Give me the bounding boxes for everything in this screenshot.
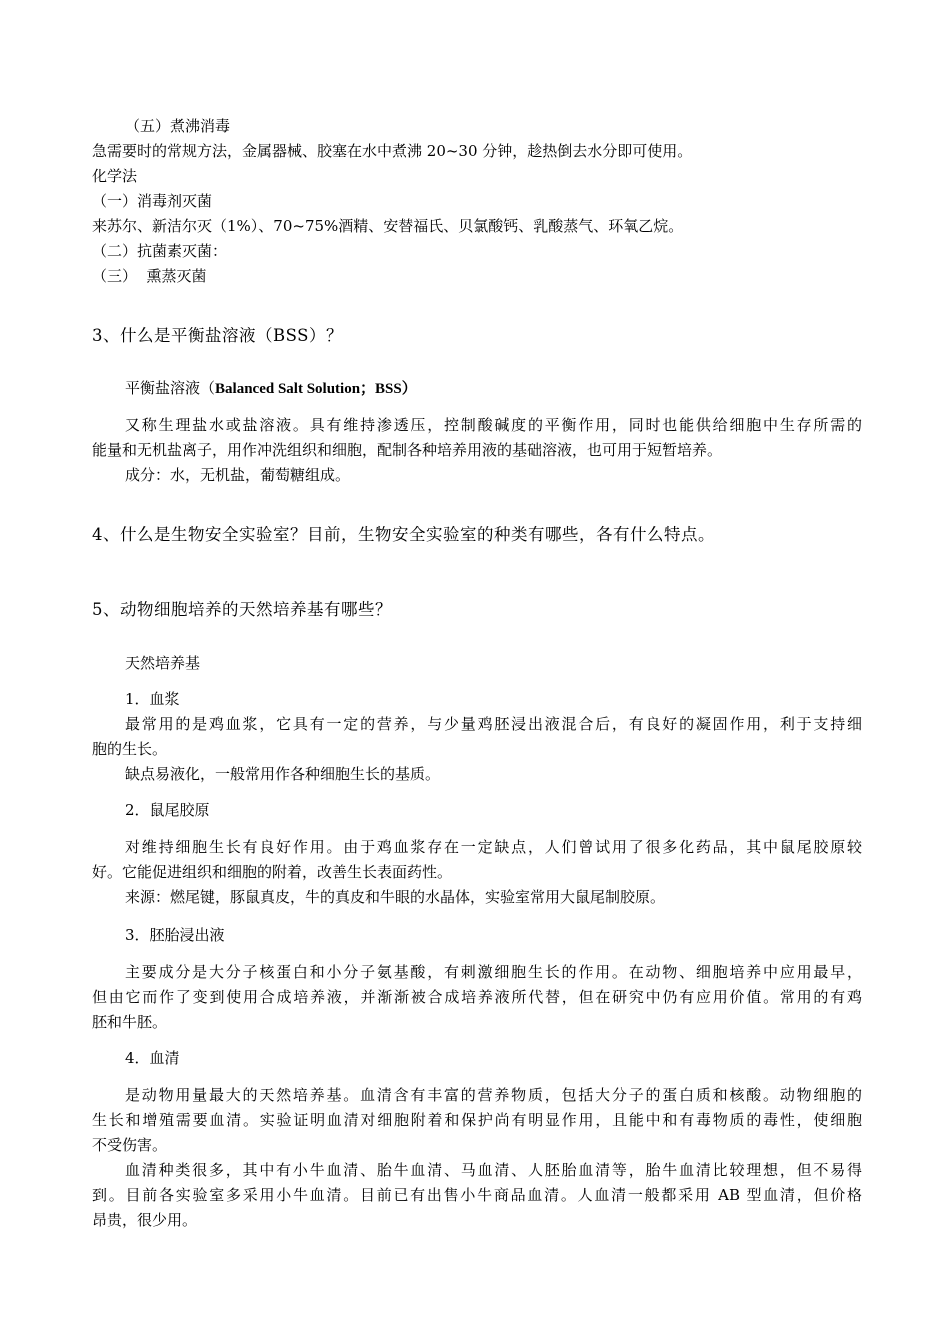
- plasma-line3: 缺点易液化，一般常用作各种细胞生长的基质。: [125, 765, 441, 783]
- bss-term: [125, 378, 862, 399]
- bss-term-english: Balanced Salt Solution；BSS: [215, 381, 402, 397]
- chemical-sub2: （二）抗菌素灭菌：: [92, 242, 228, 260]
- embryo-line1: 主要成分是大分子核蛋白和小分子氨基酸，有刺激细胞生长的作用。在动物、细胞培养中应用最早，: [125, 963, 862, 981]
- collagen-line2: 好。它能促进组织和细胞的附着，改善生长表面药性。: [92, 863, 453, 881]
- question-4: 4、什么是生物安全实验室？目前，生物安全实验室的种类有哪些，各有什么特点。: [92, 525, 715, 544]
- serum-line5: 到。目前各实验室多采用小牛血清。目前已有出售小牛商品血清。人血清一般都采用 AB 型血清，但价格: [92, 1186, 862, 1204]
- plasma-line2: 胞的生长。: [92, 740, 168, 758]
- boiling-text: 急需要时的常规方法，金属器械、胶塞在水中煮沸 20~30 分钟，趁热倒去水分即可使用。: [92, 142, 693, 160]
- collagen-line3: 来源：燃尾键，豚鼠真皮，牛的真皮和牛眼的水晶体，实验室常用大鼠尾制胶原。: [125, 888, 666, 906]
- serum-line3: 不受伤害。: [92, 1136, 168, 1154]
- bss-term-suffix: ）: [401, 381, 417, 397]
- chemical-heading: 化学法: [92, 167, 138, 185]
- chemical-sub1: （一）消毒剂灭菌: [92, 192, 213, 210]
- serum-heading: 4．血清: [125, 1049, 180, 1067]
- plasma-heading: 1．血浆: [125, 690, 180, 708]
- collagen-line1: 对维持细胞生长有良好作用。由于鸡血浆存在一定缺点，人们曾试用了很多化药品，其中鼠尾胶原较: [125, 838, 862, 856]
- question-3: 3、什么是平衡盐溶液（BSS）？: [92, 326, 343, 345]
- boiling-heading: （五）煮沸消毒: [125, 117, 231, 135]
- chemical-agents: 来苏尔、新洁尔灭（1%）、70~75%酒精、安替福氏、贝氯酸钙、乳酸蒸气、环氧乙烷。: [92, 217, 684, 235]
- chemical-sub3: （三） 熏蒸灭菌: [92, 267, 207, 285]
- serum-line1: 是动物用量最大的天然培养基。血清含有丰富的营养物质，包括大分子的蛋白质和核酸。动物细胞的: [125, 1086, 862, 1104]
- collagen-heading: 2．鼠尾胶原: [125, 801, 210, 819]
- embryo-line3: 胚和牛胚。: [92, 1013, 168, 1031]
- plasma-line1: 最常用的是鸡血浆，它具有一定的营养，与少量鸡胚浸出液混合后，有良好的凝固作用，利于支持细: [125, 715, 862, 733]
- serum-line2: 生长和增殖需要血清。实验证明血清对细胞附着和保护尚有明显作用，且能中和有毒物质的毒性，使细胞: [92, 1111, 862, 1129]
- embryo-line2: 但由它而作了变到使用合成培养液，并渐渐被合成培养液所代替，但在研究中仍有应用价值。常用的有鸡: [92, 988, 862, 1006]
- bss-composition: 成分：水，无机盐，葡萄糖组成。: [125, 466, 351, 484]
- serum-line6: 昂贵，很少用。: [92, 1211, 198, 1229]
- bss-def-line1: 又称生理盐水或盐溶液。具有维持渗透压，控制酸碱度的平衡作用，同时也能供给细胞中生存所需的: [125, 416, 862, 434]
- bss-def-line2: 能量和无机盐离子，用作冲洗组织和细胞，配制各种培养用液的基础溶液，也可用于短暂培养。: [92, 441, 723, 459]
- natural-media-intro: 天然培养基: [125, 654, 201, 672]
- embryo-heading: 3．胚胎浸出液: [125, 926, 225, 944]
- question-5: 5、动物细胞培养的天然培养基有哪些？: [92, 600, 392, 619]
- bss-term-prefix: 平衡盐溶液（: [125, 379, 216, 397]
- serum-line4: 血清种类很多，其中有小牛血清、胎牛血清、马血清、人胚胎血清等，胎牛血清比较理想，但不易得: [125, 1161, 862, 1179]
